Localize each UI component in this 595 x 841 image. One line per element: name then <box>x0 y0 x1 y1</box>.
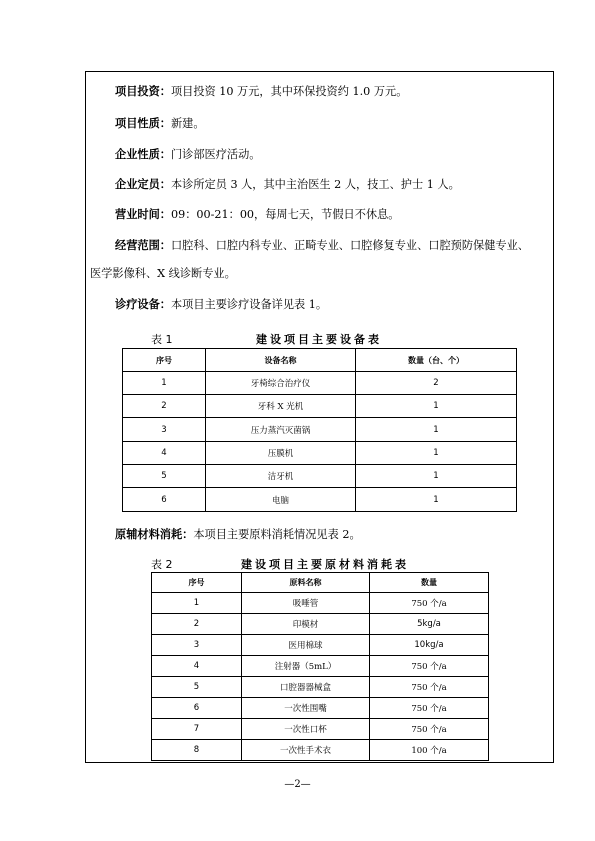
table-row <box>152 635 489 656</box>
table-cell: 750 个/a <box>370 593 489 614</box>
table-cell: 医用棉球 <box>242 635 370 656</box>
text-investment: 项目投资 10 万元，其中环保投资约 1.0 万元。 <box>170 85 408 98</box>
table-cell: 3 <box>123 418 206 442</box>
table-row <box>152 614 489 635</box>
table-header-row <box>152 573 489 593</box>
text-equipment: 本项目主要诊疗设备详见表 1。 <box>170 298 328 311</box>
table-cell: 压力蒸汽灭菌锅 <box>206 418 356 442</box>
table2-title: 建设项目主要原材料消耗表 <box>241 558 409 571</box>
text-enterprise: 门诊部医疗活动。 <box>170 148 261 161</box>
table-cell: 一次性口杯 <box>242 719 370 740</box>
label-materials: 原辅材料消耗： <box>115 528 194 541</box>
content-frame <box>85 71 554 763</box>
page-number: —2— <box>284 779 311 790</box>
table-cell: 牙科 X 光机 <box>206 395 356 418</box>
table-cell: 2 <box>356 372 517 395</box>
table-header-row <box>123 349 517 372</box>
table2-number: 表 2 <box>151 558 173 571</box>
label-nature: 项目性质： <box>115 117 171 130</box>
text-nature: 新建。 <box>170 117 205 130</box>
header-cell: 原料名称 <box>242 573 370 593</box>
text-materials: 本项目主要原料消耗情况见表 2。 <box>193 528 361 541</box>
header-cell: 数量（台、个） <box>356 349 517 372</box>
table1-title: 建设项目主要设备表 <box>256 333 382 346</box>
table-cell: 750 个/a <box>370 656 489 677</box>
table-cell: 750 个/a <box>370 719 489 740</box>
header-cell: 设备名称 <box>206 349 356 372</box>
table-row <box>152 740 489 761</box>
label-hours: 营业时间： <box>115 208 171 221</box>
table1-number: 表 1 <box>151 333 173 346</box>
table-row <box>152 698 489 719</box>
header-cell: 数量 <box>370 573 489 593</box>
materials-table <box>151 572 489 761</box>
paragraph-equipment <box>86 297 584 312</box>
table-cell: 5kg/a <box>370 614 489 635</box>
table-cell: 10kg/a <box>370 635 489 656</box>
label-equipment: 诊疗设备： <box>115 298 171 311</box>
table-cell: 100 个/a <box>370 740 489 761</box>
table-cell: 4 <box>123 442 206 465</box>
table-row <box>123 465 517 488</box>
label-staff: 企业定员： <box>115 178 171 191</box>
table-cell: 5 <box>123 465 206 488</box>
table-cell: 洁牙机 <box>206 465 356 488</box>
table-cell: 5 <box>152 677 242 698</box>
table-row <box>123 442 517 465</box>
table-cell: 吸唾管 <box>242 593 370 614</box>
label-enterprise: 企业性质： <box>115 148 171 161</box>
text-hours: 09：00-21：00，每周七天，节假日不休息。 <box>170 208 400 221</box>
header-cell: 序号 <box>152 573 242 593</box>
table-row <box>123 372 517 395</box>
paragraph-scope <box>86 238 584 253</box>
table-row <box>123 418 517 442</box>
table-cell: 2 <box>123 395 206 418</box>
equipment-table <box>122 348 517 512</box>
table-cell: 1 <box>356 395 517 418</box>
text-scope-line1: 口腔科、口腔内科专业、正畸专业、口腔修复专业、口腔预防保健专业、 <box>170 239 529 252</box>
table-cell: 一次性手术衣 <box>242 740 370 761</box>
table-cell: 注射器（5mL） <box>242 656 370 677</box>
paragraph-hours <box>86 207 584 222</box>
paragraph-nature <box>86 116 584 131</box>
paragraph-staff <box>86 177 584 192</box>
text-staff: 本诊所定员 3 人，其中主治医生 2 人，技工、护士 1 人。 <box>170 178 460 191</box>
table-cell: 1 <box>356 488 517 512</box>
table-cell: 压膜机 <box>206 442 356 465</box>
table-cell: 4 <box>152 656 242 677</box>
table-cell: 3 <box>152 635 242 656</box>
table-row <box>123 488 517 512</box>
table-cell: 750 个/a <box>370 677 489 698</box>
label-investment: 项目投资： <box>115 85 171 98</box>
paragraph-materials <box>86 527 584 542</box>
table-cell: 6 <box>123 488 206 512</box>
header-cell: 序号 <box>123 349 206 372</box>
table-cell: 口腔器器械盒 <box>242 677 370 698</box>
label-scope: 经营范围： <box>115 239 171 252</box>
table-row <box>152 656 489 677</box>
table-cell: 6 <box>152 698 242 719</box>
paragraph-investment <box>86 84 584 99</box>
paragraph-scope-continued <box>86 266 559 281</box>
text-scope-line2: 医学影像科、X 线诊断专业。 <box>90 267 236 280</box>
table-cell: 2 <box>152 614 242 635</box>
table-row <box>152 593 489 614</box>
table-row <box>152 677 489 698</box>
paragraph-enterprise <box>86 147 584 162</box>
table-cell: 电脑 <box>206 488 356 512</box>
table-cell: 牙椅综合治疗仪 <box>206 372 356 395</box>
table-cell: 1 <box>356 418 517 442</box>
table-cell: 1 <box>123 372 206 395</box>
table-cell: 一次性围嘴 <box>242 698 370 719</box>
table-cell: 1 <box>152 593 242 614</box>
table-cell: 1 <box>356 465 517 488</box>
table-row <box>123 395 517 418</box>
table-cell: 8 <box>152 740 242 761</box>
table-cell: 7 <box>152 719 242 740</box>
table-cell: 750 个/a <box>370 698 489 719</box>
table-cell: 印模材 <box>242 614 370 635</box>
table-cell: 1 <box>356 442 517 465</box>
table-row <box>152 719 489 740</box>
